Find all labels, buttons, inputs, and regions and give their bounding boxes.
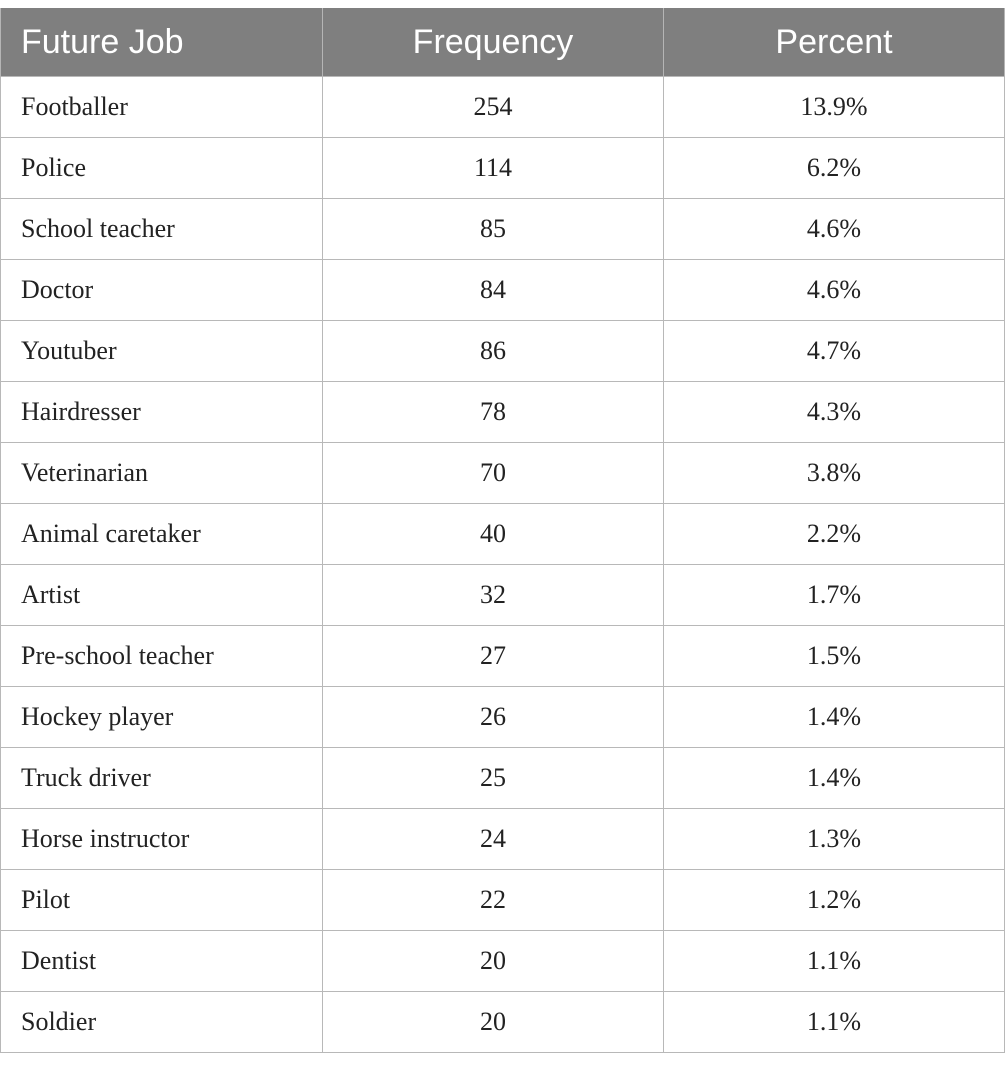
table-row <box>1 565 1005 626</box>
cell-future-job: Horse instructor <box>1 809 323 870</box>
header-percent: Percent <box>664 8 1005 77</box>
cell-frequency: 32 <box>323 565 664 626</box>
cell-frequency: 70 <box>323 443 664 504</box>
cell-frequency: 20 <box>323 992 664 1053</box>
cell-percent: 4.3% <box>664 382 1005 443</box>
cell-frequency: 20 <box>323 931 664 992</box>
table-row <box>1 870 1005 931</box>
cell-percent: 1.5% <box>664 626 1005 687</box>
cell-future-job: Police <box>1 138 323 199</box>
header-frequency: Frequency <box>323 8 664 77</box>
header-future-job: Future Job <box>1 8 323 77</box>
cell-percent: 13.9% <box>664 77 1005 138</box>
cell-percent: 1.1% <box>664 931 1005 992</box>
cell-frequency: 25 <box>323 748 664 809</box>
cell-percent: 1.3% <box>664 809 1005 870</box>
cell-future-job: Soldier <box>1 992 323 1053</box>
cell-future-job: Doctor <box>1 260 323 321</box>
cell-future-job: Footballer <box>1 77 323 138</box>
cell-percent: 2.2% <box>664 504 1005 565</box>
table-body <box>1 77 1005 1053</box>
cell-frequency: 27 <box>323 626 664 687</box>
cell-future-job: Pre-school teacher <box>1 626 323 687</box>
table-header <box>1 8 1005 77</box>
cell-future-job: Veterinarian <box>1 443 323 504</box>
cell-frequency: 40 <box>323 504 664 565</box>
cell-future-job: Youtuber <box>1 321 323 382</box>
cell-future-job: Artist <box>1 565 323 626</box>
table-row <box>1 748 1005 809</box>
cell-percent: 1.4% <box>664 687 1005 748</box>
cell-future-job: Hockey player <box>1 687 323 748</box>
table-row <box>1 138 1005 199</box>
cell-frequency: 254 <box>323 77 664 138</box>
cell-frequency: 26 <box>323 687 664 748</box>
cell-percent: 1.2% <box>664 870 1005 931</box>
future-job-table <box>0 8 1005 1053</box>
table-row <box>1 931 1005 992</box>
cell-percent: 4.6% <box>664 199 1005 260</box>
cell-percent: 6.2% <box>664 138 1005 199</box>
header-row <box>1 8 1005 77</box>
table-row <box>1 687 1005 748</box>
table-row <box>1 443 1005 504</box>
cell-percent: 3.8% <box>664 443 1005 504</box>
future-job-table-container <box>0 8 1005 1053</box>
table-row <box>1 626 1005 687</box>
cell-future-job: Truck driver <box>1 748 323 809</box>
cell-frequency: 85 <box>323 199 664 260</box>
table-row <box>1 504 1005 565</box>
cell-percent: 4.7% <box>664 321 1005 382</box>
cell-future-job: Dentist <box>1 931 323 992</box>
cell-future-job: Hairdresser <box>1 382 323 443</box>
cell-percent: 1.1% <box>664 992 1005 1053</box>
table-row <box>1 382 1005 443</box>
table-row <box>1 77 1005 138</box>
table-row <box>1 321 1005 382</box>
cell-percent: 1.4% <box>664 748 1005 809</box>
cell-percent: 4.6% <box>664 260 1005 321</box>
cell-frequency: 86 <box>323 321 664 382</box>
cell-frequency: 84 <box>323 260 664 321</box>
table-row <box>1 199 1005 260</box>
cell-percent: 1.7% <box>664 565 1005 626</box>
table-row <box>1 809 1005 870</box>
cell-frequency: 78 <box>323 382 664 443</box>
cell-frequency: 114 <box>323 138 664 199</box>
table-row <box>1 260 1005 321</box>
cell-future-job: School teacher <box>1 199 323 260</box>
cell-future-job: Animal caretaker <box>1 504 323 565</box>
cell-frequency: 24 <box>323 809 664 870</box>
cell-frequency: 22 <box>323 870 664 931</box>
cell-future-job: Pilot <box>1 870 323 931</box>
table-row <box>1 992 1005 1053</box>
